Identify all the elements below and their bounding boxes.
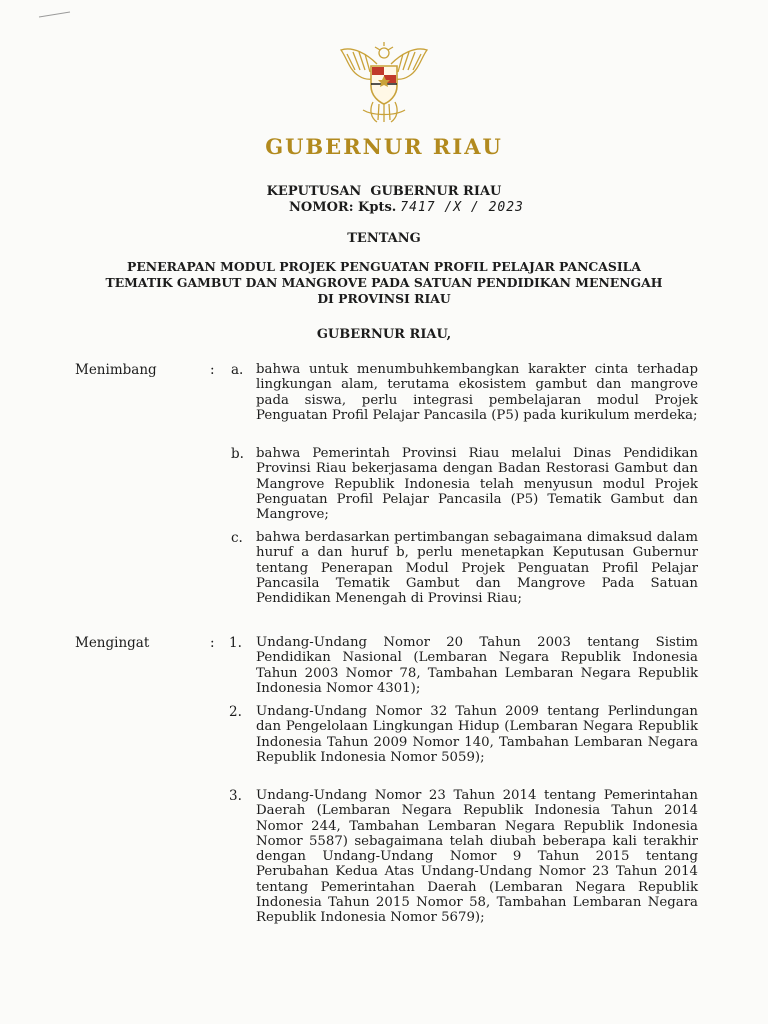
scan-artifact-mark xyxy=(38,10,72,20)
mengingat-label: Mengingat xyxy=(75,635,150,651)
mengingat-marker: 3. xyxy=(229,788,242,804)
mengingat-marker: 1. xyxy=(229,635,242,651)
mengingat-item-text: Undang-Undang Nomor 20 Tahun 2003 tentang Sistim Pendidikan Nasional (Lembaran Negara Republik Indonesia Tahun 2003 Nomor 78, Tambahan Lembaran Negara Republik Indonesia Nomor 4301); xyxy=(256,635,698,696)
decree-number-handwritten: 7417 /X / 2023 xyxy=(400,200,524,215)
decree-subject xyxy=(0,259,768,307)
subject-line: TEMATIK GAMBUT DAN MANGROVE PADA SATUAN PENDIDIKAN MENENGAH xyxy=(105,275,663,290)
mengingat-item-text: Undang-Undang Nomor 32 Tahun 2009 tentang Perlindungan dan Pengelolaan Lingkungan Hidup (Lembaran Negara Republik Indonesia Tahun 2009 Nomor 140, Tambahan Lembaran Negara Republik Indonesia Nomor 5059); xyxy=(256,704,698,765)
mengingat-colon: : xyxy=(210,635,215,651)
subject-line: DI PROVINSI RIAU xyxy=(317,291,451,306)
menimbang-colon: : xyxy=(210,362,215,378)
menimbang-marker: b. xyxy=(231,446,244,462)
menimbang-marker: a. xyxy=(231,362,244,378)
decree-number xyxy=(289,200,524,215)
decree-title: KEPUTUSAN GUBERNUR RIAU xyxy=(266,184,502,199)
menimbang-item-text: bahwa berdasarkan pertimbangan sebagaimana dimaksud dalam huruf a dan huruf b, perlu menetapkan Keputusan Gubernur tentang Penerapan Modul Projek Penguatan Profil Pelajar Pancasila Tematik Gambut dan Mangrove Pada Satuan Pendidikan Menengah di Provinsi Riau; xyxy=(256,530,698,607)
mengingat-item-text: Undang-Undang Nomor 23 Tahun 2014 tentang Pemerintahan Daerah (Lembaran Negara Republik Indonesia Tahun 2014 Nomor 244, Tambahan Lembaran Negara Republik Indonesia Nomor 5587) sebagaimana telah diubah beberapa kali terakhir dengan Undang-Undang Nomor 9 Tahun 2015 tentang Perubahan Kedua Atas Undang-Undang Nomor 23 Tahun 2014 tentang Pemerintahan Daerah (Lembaran Negara Republik Indonesia Tahun 2015 Nomor 58, Tambahan Lembaran Negara Republik Indonesia Nomor 5679); xyxy=(256,788,698,926)
tentang-heading: TENTANG xyxy=(347,231,421,246)
decree-number-label: NOMOR: Kpts. xyxy=(289,200,397,215)
mengingat-marker: 2. xyxy=(229,704,242,720)
subject-line: PENERAPAN MODUL PROJEK PENGUATAN PROFIL PELAJAR PANCASILA xyxy=(127,259,641,274)
governor-letterhead-title: GUBERNUR RIAU xyxy=(265,134,503,159)
menimbang-marker: c. xyxy=(231,530,243,546)
menimbang-item-text: bahwa Pemerintah Provinsi Riau melalui Dinas Pendidikan Provinsi Riau bekerjasama dengan Badan Restorasi Gambut dan Mangrove Republik Indonesia telah menyusun modul Projek Penguatan Profil Pelajar Pancasila (P5) Tematik Gambut dan Mangrove; xyxy=(256,446,698,523)
addressee: GUBERNUR RIAU, xyxy=(316,327,452,342)
menimbang-item-text: bahwa untuk menumbuhkembangkan karakter cinta terhadap lingkungan alam, terutama ekosistem gambut dan mangrove pada siswa, perlu integrasi pembelajaran modul Projek Penguatan Profil Pelajar Pancasila (P5) pada kurikulum merdeka; xyxy=(256,362,698,423)
menimbang-label: Menimbang xyxy=(75,362,157,378)
garuda-emblem-icon xyxy=(333,40,435,126)
